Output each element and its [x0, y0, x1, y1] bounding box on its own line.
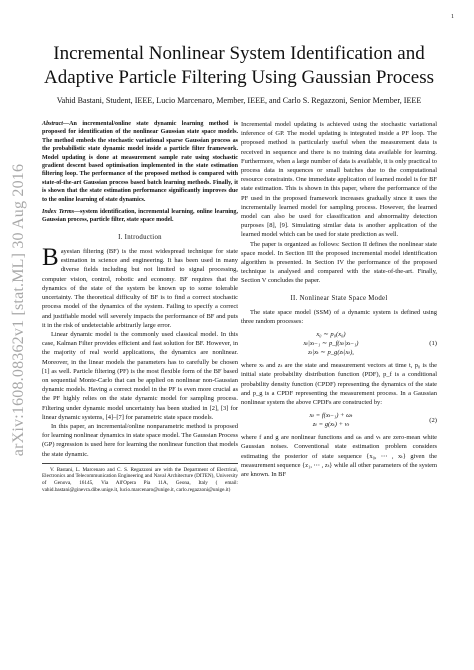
section-heading-introduction: I. Introduction [118, 233, 162, 241]
right-paragraph-2: The paper is organized as follows: Section II defines the nonlinear state space model. In Section III the proposed incremental model identification algorithm is presented. In Section IV the performance of the proposed technique is analysed and compared with the state-of-the-art. Finally, Section V concludes the paper. [241, 240, 437, 285]
equation-1 [241, 330, 437, 357]
equation-2 [241, 411, 437, 429]
equation-2-line-1: xₜ = f(xₜ₋₁) + ωₜ [309, 412, 353, 420]
index-terms-text: —system identification, incremental learning, online learning, Gaussian process, particle filter, state space model. [42, 209, 238, 224]
equation-1-number: (1) [429, 340, 437, 348]
equation-1-line-3: zₜ|xₜ ∼ p_g(zₜ|xₜ), [308, 349, 354, 357]
abstract-text: —An incremental/online state dynamic learning method is proposed for identification of the nonlinear Gaussian state space models. The method embeds the stochastic variational sparse Gaussian process as the probabilistic state dynamic model inside a particle filter framework. Model updating is done at measurement sample rate using stochastic gradient descent based optimisation implemented in the state estimation filtering loop. The performance of the proposed method is compared with state-of-the-art Gaussian process based batch learning methods. Finally, it is shown that the state estimation performance significantly improves due to the online learning of state dynamics. [42, 121, 238, 203]
equation-2-line-2: zₜ = g(xₜ) + νₜ [312, 421, 350, 429]
left-column [42, 120, 238, 493]
right-paragraph-1: Incremental model updating is achieved using the stochastic variational inference of GP. The model updating is integrated inside a PF loop. The proposed method is particularly useful when the measurement data is received in sequence and there is no training data available for learning. Furthermore, when a large number of data is available, it is only practical to process data in sequences or small batches due to the computational resource constraints. One immediate application of learned model is for BF state estimation. This is shown in this paper, where the performance of the PF used in the proposed framework increases gradually since it uses the incrementally learned model for sampling process. However, the learned model can also be used for classification and abnormality detection purposes [8], [9]. Simulating similar data is another application of the learned model which can be used for state prediction as well. [241, 121, 437, 239]
arxiv-watermark [4, 160, 34, 460]
right-column [241, 120, 437, 479]
intro-paragraph-3: In this paper, an incremental/online nonparametric method is proposed for learning nonlinear dynamics in state space model. The Gaussian Process (GP) regression is used here for learning the nonlinear function that models the state dynamic. [42, 422, 238, 458]
intro-paragraph-1-text: ayesian filtering (BF) is the most widespread technique for state estimation in science and engineering. It has been used in many diverse fields including but not limited to signal processing, computer vision, control, robotic and economy. BF requires that the dynamics of the state of the system be known up to some tolerable uncertainty. The theoretical difficulty of BF is to find a correct stochastic process model of the dynamics of the system. Failing to specify a correct and justifiable model will severely impacts the performance of BF and puts it in the risk of undetectable arbitrarily large error. [42, 248, 238, 329]
index-terms [42, 208, 238, 225]
ssm-paragraph-1: The state space model (SSM) of a dynamic system is defined using three random processes: [241, 308, 437, 326]
section-heading-nonlinear-ssm: II. Nonlinear State Space Model [290, 294, 388, 302]
intro-paragraph-2: Linear dynamic model is the commonly used classical model. In this case, Kalman Filter provides efficient and fast solution for BF. However, in the majority of real world applications, the dynamics are nonlinear. Moreover, in the linear models the parameters has to carefully be chosen [1] as well. Particle filtering (PF) is the most flexible form of the BF based on sequential Monte-Carlo that can be applied on nonlinear non-Gaussian dynamic models. Having a correct model in the PF is even more crucial as the PF highly relies on the state dynamic model for sampling process. Filtering under dynamic model uncertainty has been studied in [2], [3] for linear dynamic systems, [4]–[7] for parametric state space models. [42, 330, 238, 421]
equation-1-line-2: xₜ|xₜ₋₁ ∼ p_f(xₜ|xₜ₋₁) [303, 340, 359, 348]
author-line: Vahid Bastani, Student, IEEE, Lucio Marcenaro, Member, IEEE, and Carlo S. Regazzoni, Senior Member, IEEE [56, 96, 422, 105]
drop-cap: B [42, 244, 59, 272]
ssm-paragraph-2: where xₜ and zₜ are the state and measurement vectors at time t, p₀ is the initial state probability distribution function (PDF), p_f is a conditional probability density function (CPDF) representing the dynamics of the state and p_g is a CPDF representing the measurement process. In a Gaussian nonlinear system the above CPDFs are constructed by: [241, 362, 437, 407]
paper-title: Incremental Nonlinear System Identification and Adaptive Particle Filtering Using Gaussian Process [44, 43, 434, 88]
abstract [42, 120, 238, 204]
equation-2-number: (2) [429, 416, 437, 424]
index-terms-label: Index Terms [42, 209, 75, 216]
ssm-paragraph-3: where f and g are nonlinear functions and ωₜ and νₜ are zero-mean white Gaussian noises. Conventional state estimation problem considers estimating the posterior of state sequence {x₀, ⋯ , xₜ} given the measurement sequence {z₁, ⋯ , zₜ} while all other parameters of the system are known. In BF [241, 434, 437, 479]
intro-paragraph-1 [42, 244, 238, 330]
page-number: 1 [451, 14, 454, 20]
author-footnote: V. Bastani, L. Marcenaro and C. S. Regazzoni are with the Department of Electrical, Electronics and Telecommunication Engineering and Naval Architecture (DITEN), University of Genova, 16145, Via All'Opera Pia 11A, Geona, Italy ( email: vahid.bastani@ginevra.dibe.unige.it, lucio.marcenaro@unige.it, carlo.regazzoni@unige.it) [42, 463, 238, 493]
abstract-label: Abstract [42, 121, 63, 127]
equation-1-line-1: x₀ ∼ p₀(x₀) [316, 331, 346, 339]
arxiv-id: arXiv:1608.08362v1 [stat.ML] 30 Aug 2016 [10, 163, 27, 457]
